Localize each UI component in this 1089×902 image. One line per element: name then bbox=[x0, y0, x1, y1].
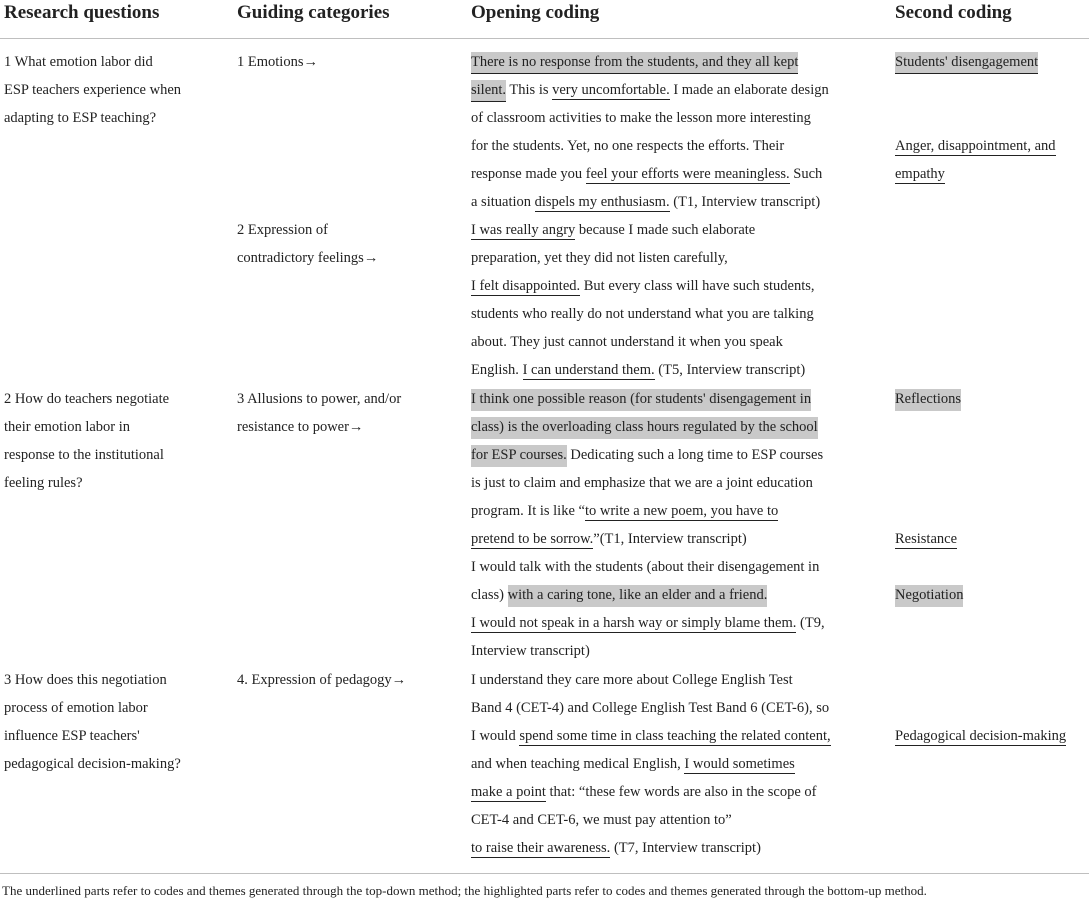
header-research-questions: Research questions bbox=[4, 2, 160, 23]
research-question-1: 1 What emotion labor did ESP teachers experience when adapting to ESP teaching? bbox=[4, 54, 182, 126]
second-code-negotiation: Negotiation bbox=[895, 581, 963, 609]
guiding-category-4: 4. Expression of pedagogy→ bbox=[237, 672, 407, 688]
opening-coding-excerpt-3: I think one possible reason (for students' disengagement in class) is the overloading class hours regulated by the school for ESP courses. Dedicating such a long time to ESP courses is just to claim and emphasize that we are a joint education program. It is like “to write a new poem, you have to pretend to be sorrow.”(T1, Interview transcript) bbox=[471, 391, 824, 547]
opening-coding-excerpt-2: I was really angry because I made such elaborate preparation, yet they did not listen carefully, I felt disappointed. But every class will have such students, students who really do not understand what you are talking about. They just cannot understand it when you speak English. I can understand them. (T5, Interview transcript) bbox=[471, 222, 815, 378]
header-second-coding: Second coding bbox=[895, 2, 1012, 23]
opening-coding-excerpt-5: I understand they care more about College English Test Band 4 (CET-4) and College English Test Band 6 (CET-6), so I would spend some time in class teaching the related content, and when teaching medical English, I would sometimes make a point that: “these few words are also in the scope of CET-4 and CET-6, we must pay attention to” to raise their awareness. (T7, Interview transcript) bbox=[471, 672, 831, 856]
research-question-2: 2 How do teachers negotiate their emotion labor in response to the institutional feeling rules? bbox=[4, 391, 170, 491]
header-opening-coding: Opening coding bbox=[471, 2, 600, 23]
second-code-reflections: Reflections bbox=[895, 385, 961, 413]
guiding-category-3: 3 Allusions to power, and/or resistance to power→ bbox=[237, 391, 402, 435]
header-divider bbox=[0, 38, 1089, 39]
guiding-category-2: 2 Expression of contradictory feelings→ bbox=[237, 222, 379, 266]
second-code-anger-disappointment-empathy: Anger, disappointment, and empathy bbox=[895, 138, 1056, 182]
opening-coding-excerpt-4: I would talk with the students (about their disengagement in class) with a caring tone, like an elder and a friend. I would not speak in a harsh way or simply blame them. (T9, Interview transcript) bbox=[471, 559, 825, 659]
research-question-3: 3 How does this negotiation process of emotion labor influence ESP teachers' pedagogical decision-making? bbox=[4, 672, 181, 772]
second-code-pedagogical-decision-making: Pedagogical decision-making bbox=[895, 728, 1067, 744]
guiding-category-1: 1 Emotions→ bbox=[237, 54, 318, 70]
footer-divider bbox=[0, 873, 1089, 874]
opening-coding-excerpt-1: There is no response from the students, and they all kept silent. This is very uncomfortable. I made an elaborate design of classroom activities to make the lesson more interesting for the students. Yet, no one respects the efforts. Their response made you feel your efforts were meaningless. Such a situation dispels my enthusiasm. (T1, Interview transcript) bbox=[471, 54, 829, 210]
second-code-students-disengagement: Students' disengagement bbox=[895, 48, 1038, 76]
second-code-resistance: Resistance bbox=[895, 531, 958, 547]
table-footnote: The underlined parts refer to codes and themes generated through the top-down method; the highlighted parts refer to codes and themes generated through the bottom-up method. bbox=[2, 883, 927, 898]
header-guiding-categories: Guiding categories bbox=[237, 2, 390, 23]
